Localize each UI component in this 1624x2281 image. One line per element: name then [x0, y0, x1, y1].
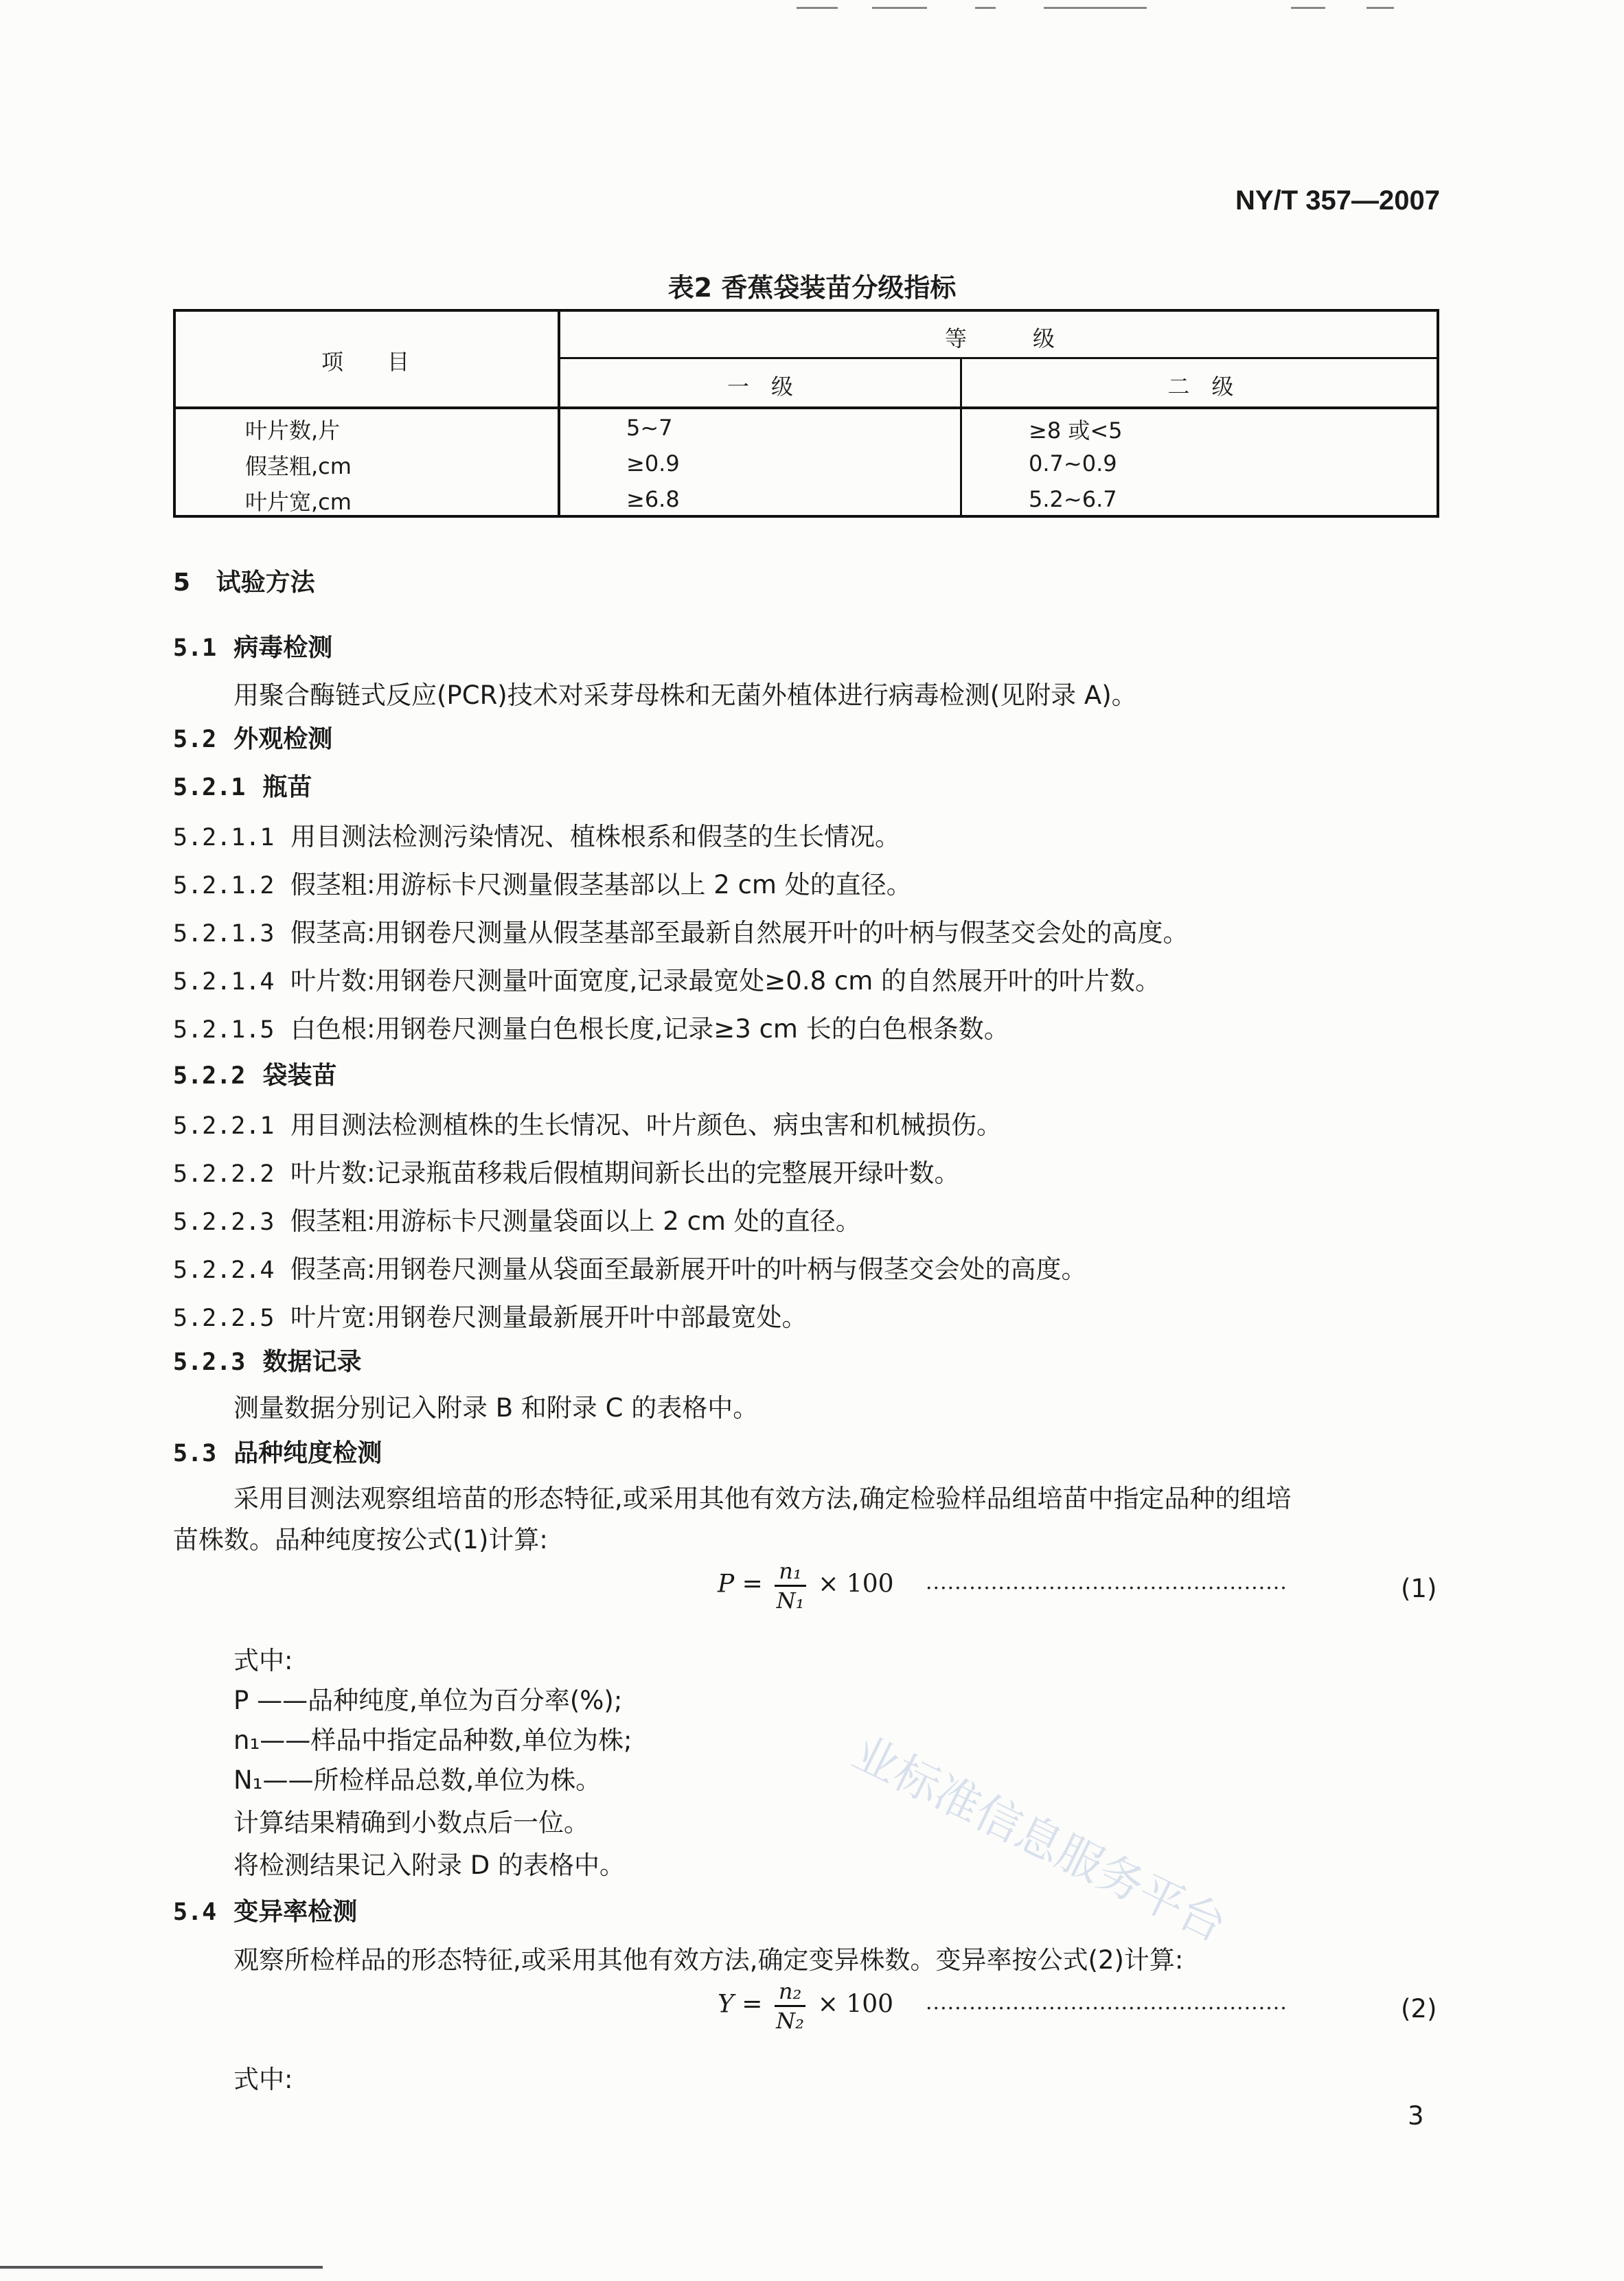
table-cell-g1: 5~7	[626, 415, 673, 441]
table-cell-item: 假茎粗,cm	[245, 453, 352, 479]
watermark: 业标准信息服务平台	[844, 1726, 1235, 1953]
clause: 5.2.1.4 叶片数:用钢卷尺测量叶面宽度,记录最宽处≥0.8 cm 的自然展开叶的叶片数。	[173, 966, 1161, 996]
section-heading: 5.3 品种纯度检测	[173, 1439, 382, 1467]
scan-artifact	[872, 7, 927, 9]
paragraph: 将检测结果记入附录 D 的表格中。	[233, 1850, 626, 1880]
scan-artifact	[797, 7, 838, 9]
formula-number: (1)	[1401, 1574, 1437, 1603]
scan-artifact	[0, 2266, 323, 2269]
table-cell-item: 叶片数,片	[245, 417, 341, 444]
clause: 5.2.2.4 假茎高:用钢卷尺测量从袋面至最新展开叶的叶柄与假茎交会处的高度。	[173, 1254, 1087, 1284]
formula-number: (2)	[1401, 1994, 1437, 2024]
paragraph: 用聚合酶链式反应(PCR)技术对采芽母株和无菌外植体进行病毒检测(见附录 A)。	[233, 680, 1137, 710]
page-number: 3	[1408, 2101, 1424, 2131]
col-header-grade: 等 级	[944, 325, 1055, 352]
scan-artifact	[975, 7, 996, 9]
definition-item: N₁——所检样品总数,单位为株。	[233, 1765, 602, 1795]
leader-dots: ··················································	[926, 1577, 1288, 1601]
table-cell-item: 叶片宽,cm	[245, 489, 352, 515]
section-heading: 5 试验方法	[173, 569, 315, 597]
section-heading: 5.4 变异率检测	[173, 1898, 358, 1926]
section-heading: 5.1 病毒检测	[173, 634, 333, 662]
clause: 5.2.1.5 白色根:用钢卷尺测量白色根长度,记录≥3 cm 长的白色根条数。	[173, 1014, 1009, 1044]
table-caption: 表2 香蕉袋装苗分级指标	[667, 273, 957, 303]
section-heading: 5.2 外观检测	[173, 725, 333, 753]
paragraph: 测量数据分别记入附录 B 和附录 C 的表格中。	[233, 1393, 759, 1423]
section-heading: 5.2.1 瓶苗	[173, 773, 312, 801]
clause: 5.2.2.3 假茎粗:用游标卡尺测量袋面以上 2 cm 处的直径。	[173, 1206, 861, 1236]
clause: 5.2.2.2 叶片数:记录瓶苗移栽后假植期间新长出的完整展开绿叶数。	[173, 1158, 960, 1188]
table-cell-g2: 0.7~0.9	[1029, 450, 1117, 477]
paragraph: 计算结果精确到小数点后一位。	[233, 1808, 589, 1837]
formula-1: P = $\frac{\text{n₁}}{\text{N₁}}$ × 100	[718, 1558, 894, 1614]
section-heading: 5.2.3 数据记录	[173, 1348, 362, 1376]
paragraph: 采用目测法观察组培苗的形态特征,或采用其他有效方法,确定检验样品组培苗中指定品种的组培	[233, 1484, 1292, 1513]
standard-number: NY/T 357—2007	[1235, 185, 1440, 216]
formula-2: Y = $\frac{\text{n₂}}{\text{N₂}}$ × 100	[718, 1978, 894, 2034]
scan-artifact	[1044, 7, 1147, 9]
scan-artifact	[1291, 7, 1325, 9]
table-cell-g2: ≥8 或<5	[1029, 417, 1123, 444]
definition-item: n₁——样品中指定品种数,单位为株;	[233, 1726, 632, 1755]
clause: 5.2.1.3 假茎高:用钢卷尺测量从假茎基部至最新自然展开叶的叶柄与假茎交会处的高度。	[173, 918, 1189, 948]
table-cell-g2: 5.2~6.7	[1029, 486, 1117, 512]
grading-table	[173, 309, 1439, 518]
scan-artifact	[1366, 7, 1394, 9]
col-header-grade1: 一 级	[727, 374, 793, 400]
clause: 5.2.1.2 假茎粗:用游标卡尺测量假茎基部以上 2 cm 处的直径。	[173, 870, 912, 899]
table-cell-g1: ≥0.9	[626, 450, 680, 477]
col-header-item: 项 目	[321, 349, 409, 375]
leader-dots: ··················································	[926, 1997, 1288, 2021]
where-label: 式中:	[233, 1646, 293, 1675]
definition-item: P ——品种纯度,单位为百分率(%);	[233, 1686, 623, 1715]
clause: 5.2.1.1 用目测法检测污染情况、植株根系和假茎的生长情况。	[173, 822, 901, 851]
clause: 5.2.2.5 叶片宽:用钢卷尺测量最新展开叶中部最宽处。	[173, 1303, 808, 1332]
paragraph: 苗株数。品种纯度按公式(1)计算:	[173, 1525, 548, 1555]
clause: 5.2.2.1 用目测法检测植株的生长情况、叶片颜色、病虫害和机械损伤。	[173, 1110, 1003, 1140]
col-header-grade2: 二 级	[1167, 374, 1234, 400]
where-label: 式中:	[233, 2065, 293, 2094]
section-heading: 5.2.2 袋装苗	[173, 1062, 337, 1090]
table-cell-g1: ≥6.8	[626, 486, 680, 512]
paragraph: 观察所检样品的形态特征,或采用其他有效方法,确定变异株数。变异率按公式(2)计算:	[233, 1945, 1184, 1975]
